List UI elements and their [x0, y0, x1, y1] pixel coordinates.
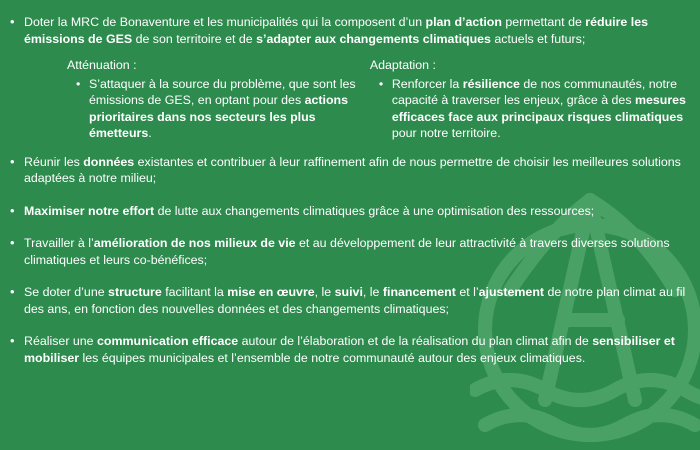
objective-item [8, 235, 692, 268]
text-run: facilitant la [161, 285, 228, 299]
text-run: de notre plan climat au fil des ans, en fonction des nouvelles données et des changements climatiques; [24, 285, 686, 316]
attenuation-list [67, 76, 362, 142]
bold-phrase: plan d’action [425, 15, 502, 29]
objective-item [8, 14, 692, 142]
bold-phrase: sensibiliser et mobiliser [24, 334, 675, 365]
text-run: Réaliser une [24, 334, 98, 348]
text-run: permettant de [501, 15, 586, 29]
text-run: , le [362, 285, 383, 299]
objective-item [8, 203, 692, 220]
bold-phrase: mise en œuvre [227, 285, 315, 299]
objectives-content [8, 14, 692, 382]
adaptation-title: Adaptation : [369, 58, 436, 72]
text-run: de nos communautés, notre capacité à traverser les enjeux, grâce à des [391, 76, 677, 107]
text-run: Réunir les [24, 154, 84, 169]
text-run: les équipes municipales et l’ensemble de notre communauté autour des enjeux climatiques. [79, 350, 586, 365]
objective-text [24, 15, 648, 46]
attenuation-column [67, 57, 362, 142]
text-run: S’attaquer à la source du problème, que sont les émissions de GES, en optant pour des [89, 76, 356, 107]
text-run: Se doter d’une [24, 285, 109, 299]
text-run: Doter la MRC de Bonaventure et les municipalités qui la composent d’un [24, 15, 426, 29]
objective-item [8, 333, 692, 366]
bold-phrase: mesures efficaces face aux principaux risques climatiques [391, 93, 686, 124]
text-run: pour notre territoire. [391, 126, 501, 140]
text-run: Travailler à l’ [24, 236, 94, 250]
objective-item [8, 284, 692, 317]
bold-phrase: résilience [462, 76, 520, 91]
text-run: existantes et contribuer à leur raffinement afin de nous permettre de choisir les meilleures solutions adaptées à notre milieu; [24, 154, 681, 185]
text-run: , le [314, 285, 335, 299]
bold-phrase: actions prioritaires dans nos secteurs les plus émetteurs [89, 93, 348, 140]
text-run: autour de l’élaboration et de la réalisation du plan climat afin de [238, 334, 593, 348]
text-run: de son territoire et de [132, 31, 257, 46]
bold-phrase: suivi [334, 285, 363, 299]
text-run: et l’ [455, 285, 479, 299]
text-run: Renforcer la [391, 76, 463, 91]
bold-phrase: s’adapter aux changements climatiques [256, 31, 491, 46]
attenuation-item [89, 76, 362, 142]
adaptation-list [370, 76, 692, 142]
objectives-list [8, 14, 692, 366]
text-run: . [148, 126, 152, 140]
bold-phrase: données [83, 154, 135, 169]
bold-phrase: communication efficace [97, 334, 239, 348]
text-run: actuels et futurs; [490, 31, 586, 46]
bold-phrase: structure [108, 285, 162, 299]
attenuation-title: Atténuation : [67, 58, 137, 72]
adaptation-item [392, 76, 692, 142]
bold-phrase: réduire les émissions de GES [24, 15, 648, 46]
adaptation-column [370, 57, 692, 142]
strategy-columns [67, 57, 692, 142]
bold-phrase: financement [382, 285, 456, 299]
bold-phrase: amélioration de nos milieux de vie [93, 236, 296, 250]
text-run: et au développement de leur attractivité à travers diverses solutions climatiques et leurs co-bénéfices; [24, 236, 670, 267]
objective-item [8, 154, 692, 187]
text-run: de lutte aux changements climatiques grâce à une optimisation des ressources; [154, 203, 595, 218]
bold-phrase: Maximiser notre effort [24, 203, 155, 218]
bold-phrase: ajustement [478, 285, 545, 299]
